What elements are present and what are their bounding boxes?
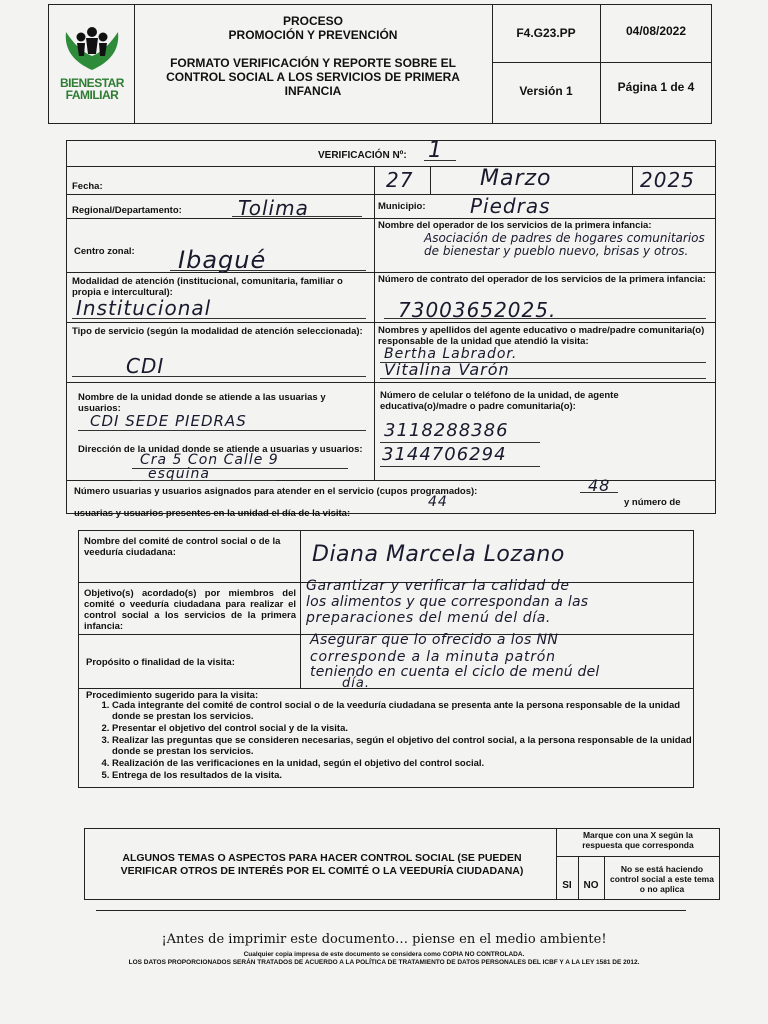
regional-value: Tolima [238, 196, 309, 220]
operator-name-value: Asociación de padres de hogares comunitarios de bienestar y pueblo nuevo, brisas y otros. [424, 231, 705, 258]
municipio-value: Piedras [470, 194, 551, 218]
privacy-notice: LOS DATOS PROPORCIONADOS SERÁN TRATADOS DE ACUERDO A LA POLÍTICA DE TRATAMIENTO DE DATOS PERSONALES DEL ICBF Y A LA LEY 1581 DE 2012. [128, 959, 640, 966]
agent-value-1: Bertha Labrador. [384, 346, 518, 362]
agent-label: Nombres y apellidos del agente educativo o madre/padre comunitaria(o) responsable de la unidad que atendió la visita: [378, 325, 705, 347]
tipo-servicio-value: CDI [126, 354, 165, 378]
column-not-applicable: No se está haciendo control social a este tema o no aplica [610, 864, 714, 894]
mark-instruction: Marque con una X según la respuesta que corresponda [582, 830, 694, 850]
centro-zonal-value: Ibagué [178, 246, 267, 274]
icbf-logo [52, 22, 132, 104]
document-version: Versión 1 [519, 84, 573, 98]
operator-name-label: Nombre del operador de los servicios de la primera infancia: [378, 220, 652, 231]
users-assigned-value: 48 [588, 476, 611, 495]
process-label: PROCESO [282, 14, 343, 28]
procedure-step-1: 1. Cada integrante del comité de control social o de la veeduría ciudadana se presenta ante la persona responsable de la unidad donde se prestan los servicios. [112, 700, 702, 722]
phone-value-1: 3118288386 [384, 420, 509, 441]
municipio-label: Municipio: [378, 201, 426, 212]
procedure-step-2: 2. Presentar el objetivo del control social y de la visita. [112, 723, 702, 734]
objective-line-2: los alimentos y que correspondan a las [306, 594, 589, 610]
users-assigned-label: Número usuarias y usuarios asignados para atender en el servicio (cupos programados): [74, 486, 478, 497]
modalidad-label: Modalidad de atención (institucional, comunitaria, familiar o propia e intercultural): [72, 276, 343, 298]
contract-label: Número de contrato del operador de los servicios de la primera infancia: [378, 274, 706, 285]
purpose-line-3: teniendo en cuenta el ciclo de menú del [310, 664, 600, 680]
copy-note: Cualquier copia impresa de este documento se considera como COPIA NO CONTROLADA. [243, 951, 525, 958]
family-logo-icon [52, 22, 132, 74]
purpose-label: Propósito o finalidad de la visita: [86, 657, 235, 668]
contract-value: 73003652025. [398, 298, 557, 322]
purpose-line-1: Asegurar que lo ofrecido a los NN [310, 632, 559, 648]
address-value-2: esquina [148, 466, 211, 482]
procedure-step-3: 3. Realizar las preguntas que se consideren necesarias, según el objetivo del control social, a la persona responsable de la unidad donde se prestan los servicios. [112, 735, 702, 757]
tipo-servicio-label: Tipo de servicio (según la modalidad de atención seleccionada): [72, 326, 363, 337]
centro-zonal-label: Centro zonal: [74, 246, 135, 257]
verification-number-label: VERIFICACIÓN Nº: [318, 150, 407, 161]
committee-name-value: Diana Marcela Lozano [312, 542, 565, 567]
date-day: 27 [386, 168, 414, 192]
agent-value-2: Vitalina Varón [384, 360, 510, 379]
committee-name-label: Nombre del comité de control social o de la veeduría ciudadana: [84, 536, 281, 558]
objective-line-1: Garantizar y verificar la calidad de [306, 578, 570, 594]
purpose-line-4: día. [342, 676, 370, 691]
modalidad-value: Institucional [76, 296, 212, 320]
verification-number-value: 1 [428, 138, 443, 163]
procedure-step-5: 5. Entrega de los resultados de la visita. [112, 770, 702, 781]
document-date: 04/08/2022 [625, 24, 687, 38]
topics-heading: ALGUNOS TEMAS O ASPECTOS PARA HACER CONTROL SOCIAL (SE PUEDEN VERIFICAR OTROS DE INTERÉS POR EL COMITÉ O LA VEEDURÍA CIUDADANA) [120, 852, 524, 877]
logo-text-2: FAMILIAR [65, 88, 119, 102]
address-label: Dirección de la unidad donde se atiende a usuarias y usuarios: [78, 444, 363, 455]
procedure-title: Procedimiento sugerido para la visita: [86, 690, 259, 701]
users-present-value: 44 [428, 494, 448, 510]
unit-name-label: Nombre de la unidad donde se atiende a las usuarias y usuarios: [78, 392, 326, 414]
objective-label: Objetivo(s) acordado(s) por miembros del comité o veeduría ciudadana para realizar el control social a los servicios de la primera infancia: [84, 588, 296, 632]
procedure-steps [86, 700, 702, 782]
environment-slogan: ¡Antes de imprimir este documento… piense en el medio ambiente! [161, 932, 607, 947]
column-si: SI [562, 880, 572, 891]
purpose-line-2: corresponde a la minuta patrón [310, 649, 556, 665]
column-no: NO [583, 880, 599, 891]
date-year: 2025 [640, 168, 695, 192]
process-name: PROMOCIÓN Y PREVENCIÓN [228, 28, 398, 42]
phone-label: Número de celular o teléfono de la unidad, de agente educativa(o)/madre o padre comunitaria(o): [380, 390, 619, 412]
phone-value-2: 3144706294 [382, 444, 507, 465]
date-month: Marzo [480, 166, 552, 191]
regional-label: Regional/Departamento: [72, 205, 182, 216]
document-page: Página 1 de 4 [617, 80, 695, 94]
logo-text-1: BIENESTAR [60, 76, 124, 90]
date-label: Fecha: [72, 181, 103, 192]
document-title: FORMATO VERIFICACIÓN Y REPORTE SOBRE EL CONTROL SOCIAL A LOS SERVICIOS DE PRIMERA INFANCIA [166, 56, 460, 98]
procedure-step-4: 4. Realización de las verificaciones en la unidad, según el objetivo del control social. [112, 758, 702, 769]
objective-line-3: preparaciones del menú del día. [306, 610, 551, 626]
address-value-1: Cra 5 Con Calle 9 [140, 452, 279, 468]
users-present-label: y número de usuarias y usuarios presentes en la unidad el día de la visita: [74, 497, 681, 519]
document-code: F4.G23.PP [516, 26, 576, 40]
unit-name-value: CDI SEDE PIEDRAS [90, 412, 247, 430]
